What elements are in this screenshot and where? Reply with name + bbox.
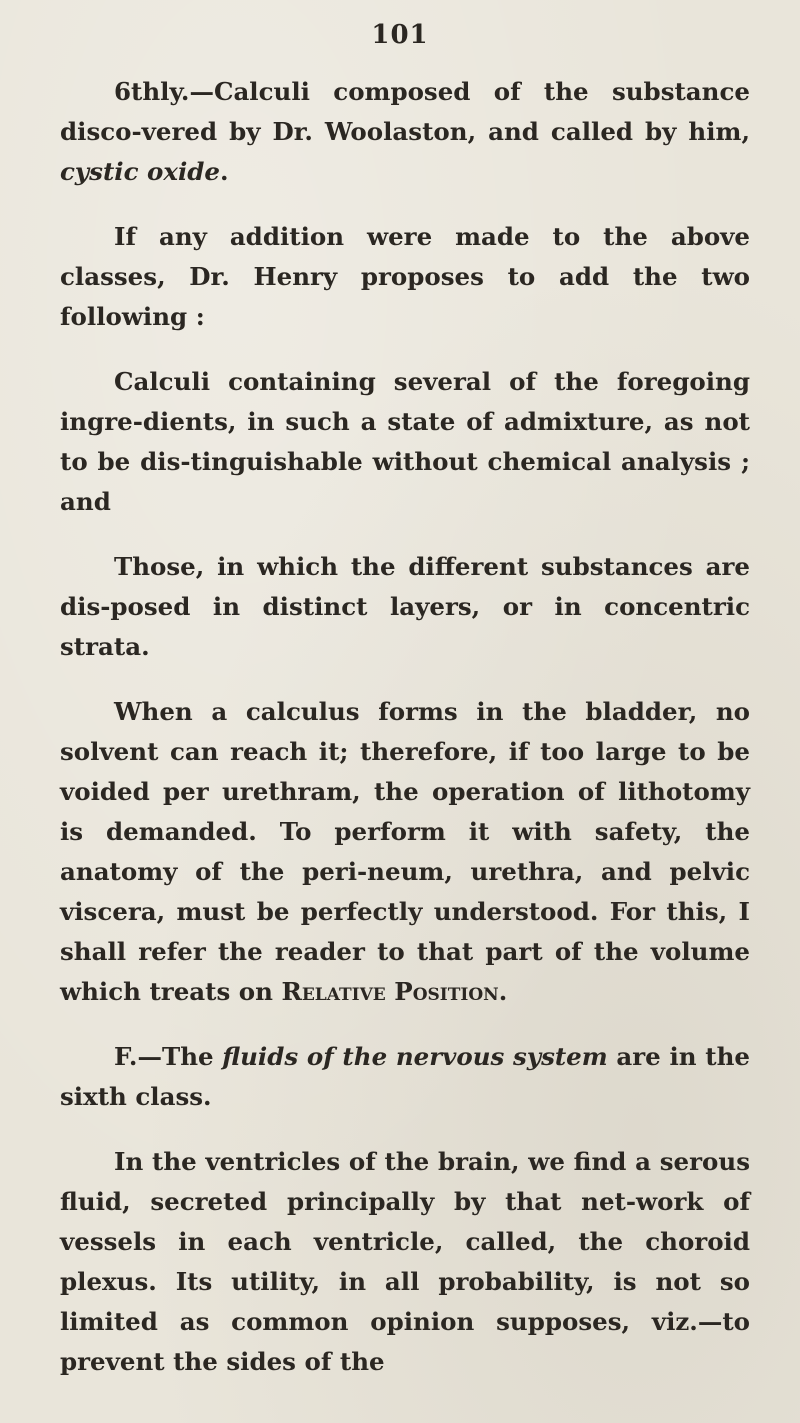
paragraph-ventricles: In the ventricles of the brain, we find a serous fluid, secreted principally by that net-work of vessels in each ventricle, called, the choroid plexus. Its utility, in all probability, is not so limited as common opinion supposes, viz.—to prevent the sides of the [60,1147,750,1376]
paragraph-text: When a calculus forms in the bladder, no solvent can reach it; therefore, if too large to be voided per urethram, the operation of lithotomy is demanded. To perform it with safety, the anatomy of the peri-neum, urethra, and pelvic viscera, must be perfectly understood. For this, I shall refer the reader to that part of the volume which treats on [60,697,750,1006]
paragraph-mixed-calculi: Calculi containing several of the foregoing ingre-dients, in such a state of admixture, as not to be dis-tinguishable without chemical analysis ; and [60,367,750,516]
italic-term: fluids of the nervous system [222,1042,608,1071]
paragraph-nervous-fluids [60,1037,750,1117]
paragraph-additions: If any addition were made to the above classes, Dr. Henry proposes to add the two following : [60,222,750,331]
paragraph-text: . [220,157,229,186]
body-text [60,72,750,1407]
paragraph-text: . [498,977,508,1006]
small-caps-term: Relative Position [281,977,499,1006]
paragraph-calculi-sixth [60,72,750,192]
page-number: 101 [371,20,429,50]
paragraph-text: F.—The [114,1042,223,1071]
paragraph-text: 6thly.—Calculi composed of the substance disco-vered by Dr. Woolaston, and called by him, [60,77,750,146]
paragraph-lithotomy [60,692,750,1012]
italic-term: cystic oxide [60,157,220,186]
paragraph-layered-calculi: Those, in which the different substances are dis-posed in distinct layers, or in concentric strata. [60,552,750,661]
paragraph-text: are in the sixth class. [60,1042,751,1111]
